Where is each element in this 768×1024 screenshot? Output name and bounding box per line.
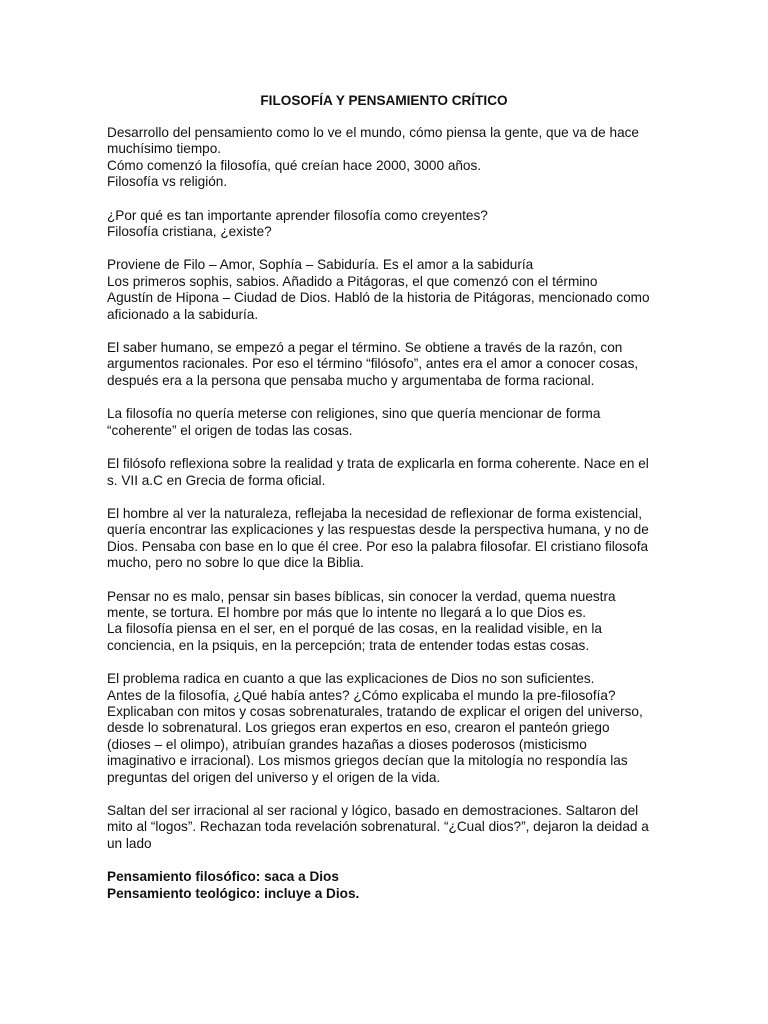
paragraph (107, 125, 667, 191)
paragraph-line: argumentos racionales. Por eso el término “filósofo”, antes era el amor a conocer cosas, (107, 356, 639, 372)
paragraph-line: (dioses – el olimpo), atribuían grandes hazañas a dioses poderosos (misticismo (107, 736, 587, 752)
paragraph-line: aficionado a la sabiduría. (107, 306, 259, 322)
paragraph-line: Cómo comenzó la filosofía, qué creían hace 2000, 3000 años. (107, 157, 482, 173)
paragraph (107, 208, 667, 241)
paragraph-line: “coherente” el origen de todas las cosas. (107, 422, 353, 438)
paragraph-line: muchísimo tiempo. (107, 141, 222, 157)
paragraph-line: Pensar no es malo, pensar sin bases bíblicas, sin conocer la verdad, quema nuestra (107, 588, 616, 604)
paragraph-line: Antes de la filosofía, ¿Qué había antes? ¿Cómo explicaba el mundo la pre-filosofía? (107, 687, 616, 703)
paragraph-line: mito al “logos”. Rechazan toda revelación sobrenatural. “¿Cual dios?”, dejaron la deidad a (107, 819, 649, 835)
paragraph (107, 671, 667, 786)
conclusion-block (107, 869, 667, 902)
paragraph-line: un lado (107, 835, 152, 851)
paragraph-line: Saltan del ser irracional al ser racional y lógico, basado en demostraciones. Saltaron del (107, 803, 639, 818)
paragraph-line: Explicaban con mitos y cosas sobrenaturales, tratando de explicar el origen del universo, (107, 703, 643, 719)
conclusion-theological: Pensamiento teológico: incluye a Dios. (107, 885, 360, 901)
paragraph-line: desde lo sobrenatural. Los griegos eran expertos en eso, crearon el panteón griego (107, 720, 610, 736)
paragraph-line: conciencia, en la psiquis, en la percepción; trata de entender todas estas cosas. (107, 637, 590, 653)
paragraph-line: después era a la persona que pensaba mucho y argumentaba de forma racional. (107, 372, 595, 388)
paragraph (107, 257, 667, 323)
paragraph-line: mente, se tortura. El hombre por más que lo intente no llegará a lo que Dios es. (107, 604, 587, 620)
paragraph-line: quería encontrar las explicaciones y las respuestas desde la perspectiva humana, y no de (107, 522, 649, 538)
paragraph-line: La filosofía no quería meterse con religiones, sino que quería mencionar de forma (107, 406, 601, 422)
paragraph (107, 589, 667, 655)
paragraph-line: s. VII a.C en Grecia de forma oficial. (107, 472, 326, 488)
paragraph-line: Los primeros sophis, sabios. Añadido a Pitágoras, el que comenzó con el término (107, 273, 598, 289)
paragraph-line: Filosofía cristiana, ¿existe? (107, 224, 272, 240)
paragraph-line: mucho, pero no sobre lo que dice la Biblia. (107, 555, 364, 571)
paragraph-line: El problema radica en cuanto a que las explicaciones de Dios no son suficientes. (107, 671, 595, 687)
paragraph (107, 340, 667, 389)
document-body (107, 125, 667, 919)
paragraph-line: El saber humano, se empezó a pegar el término. Se obtiene a través de la razón, con (107, 340, 623, 356)
paragraph-line: imaginativo e irracional). Los mismos griegos decían que la mitología no respondía las (107, 753, 628, 769)
paragraph-line: El filósofo reflexiona sobre la realidad y trata de explicarla en forma coherente. Nace en el (107, 456, 649, 472)
paragraph-line: preguntas del origen del universo y el origen de la vida. (107, 769, 441, 785)
document-title: FILOSOFÍA Y PENSAMIENTO CRÍTICO (260, 93, 508, 108)
paragraph-line: ¿Por qué es tan importante aprender filosofía como creyentes? (107, 207, 488, 223)
paragraph-line: Dios. Pensaba con base en lo que él cree. Por eso la palabra filosofar. El cristiano filosofa (107, 538, 649, 554)
paragraph (107, 506, 667, 572)
paragraph (107, 406, 667, 439)
conclusion-philosophical: Pensamiento filosófico: saca a Dios (107, 869, 339, 885)
paragraph-line: El hombre al ver la naturaleza, reflejaba la necesidad de reflexionar de forma existencial, (107, 505, 642, 521)
paragraph (107, 803, 667, 852)
paragraph-line: Agustín de Hipona – Ciudad de Dios. Habló de la historia de Pitágoras, mencionado como (107, 290, 650, 306)
paragraph-line: Proviene de Filo – Amor, Sophía – Sabiduría. Es el amor a la sabiduría (107, 257, 534, 273)
paragraph-line: Desarrollo del pensamiento como lo ve el mundo, cómo piensa la gente, que va de hace (107, 125, 639, 140)
paragraph (107, 456, 667, 489)
paragraph-line: Filosofía vs religión. (107, 174, 228, 190)
paragraph-line: La filosofía piensa en el ser, en el porqué de las cosas, en la realidad visible, en la (107, 621, 602, 637)
